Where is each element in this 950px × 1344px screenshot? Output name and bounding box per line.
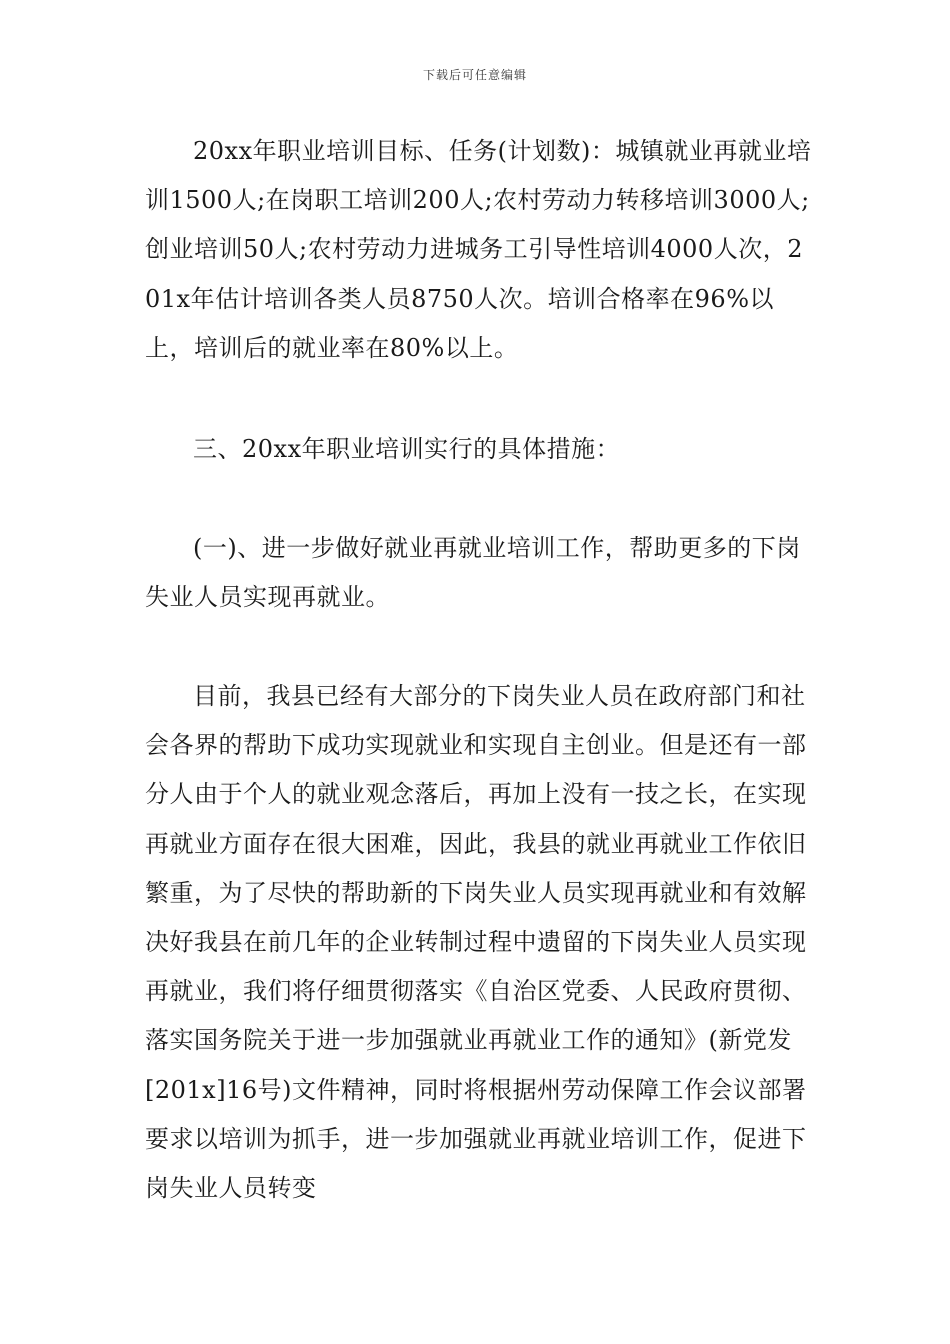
paragraph-current-situation bbox=[145, 672, 815, 1213]
subheading-reemployment-training bbox=[145, 524, 815, 622]
heading-text: 三、20xx年职业培训实行的具体措施： bbox=[193, 435, 621, 463]
page-header-note: 下载后可任意编辑 bbox=[422, 68, 527, 82]
section-heading-measures bbox=[145, 425, 815, 474]
paragraph-training-targets bbox=[145, 127, 815, 373]
paragraph-text: 目前，我县已经有大部分的下岗失业人员在政府部门和社会各界的帮助下成功实现就业和实现自主创业。但是还有一部分人由于个人的就业观念落后，再加上没有一技之长，在实现再就业方面存在很大困难，因此，我县的就业再就业工作依旧繁重，为了尽快的帮助新的下岗失业人员实现再就业和有效解决好我县在前几年的企业转制过程中遗留的下岗失业人员实现再就业，我们将仔细贯彻落实《自治区党委、人民政府贯彻、落实国务院关于进一步加强就业再就业工作的通知》(新党发[201x]16号)文件精神，同时将根据州劳动保障工作会议部署要求以培训为抓手，进一步加强就业再就业培训工作，促进下岗失业人员转变 bbox=[145, 682, 807, 1203]
subheading-text: (一)、进一步做好就业再就业培训工作，帮助更多的下岗失业人员实现再就业。 bbox=[145, 534, 801, 612]
paragraph-text: 20xx年职业培训目标、任务(计划数)：城镇就业再就业培训1500人;在岗职工培训200人;农村劳动力转移培训3000人;创业培训50人;农村劳动力进城务工引导性培训4000人次，201x年估计培训各类人员8750人次。培训合格率在96%以上，培训后的就业率在80%以上。 bbox=[145, 137, 812, 362]
